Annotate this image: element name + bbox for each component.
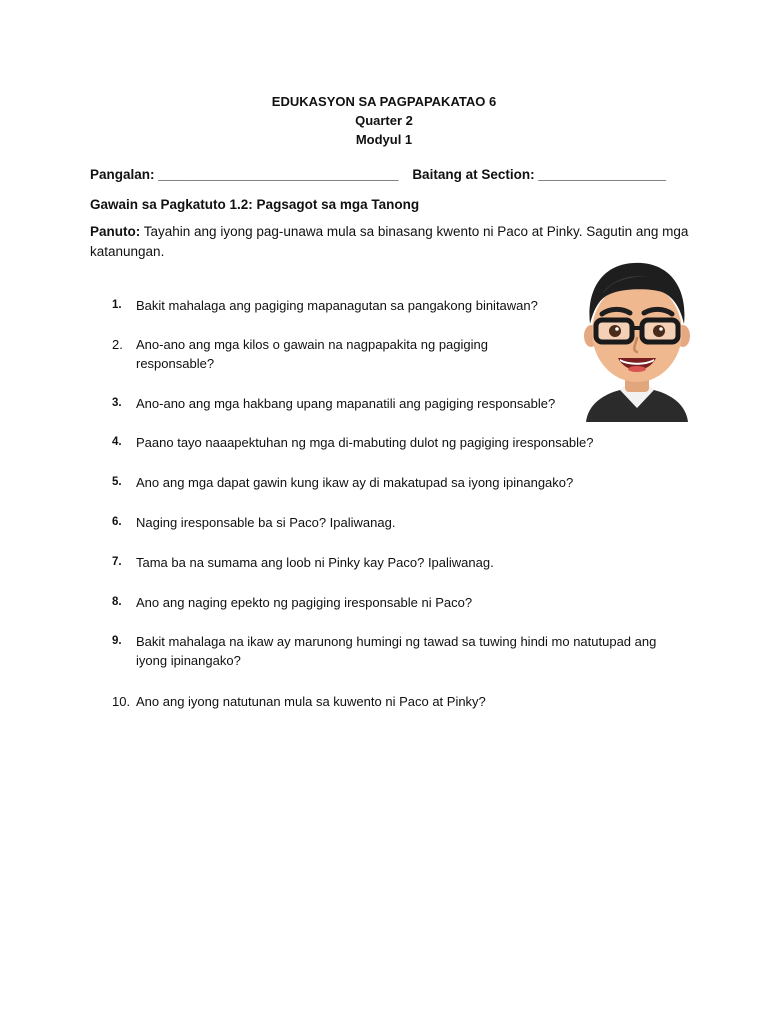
question-item <box>112 473 652 492</box>
question-text: Ano ang mga dapat gawin kung ikaw ay di makatupad sa iyong ipinangako? <box>136 475 574 490</box>
question-text: Ano-ano ang mga hakbang upang mapanatili ang pagiging responsable? <box>136 396 556 411</box>
question-item <box>112 433 652 452</box>
student-info-line <box>90 167 666 182</box>
question-text: Paano tayo naaapektuhan ng mga di-mabuting dulot ng pagiging iresponsable? <box>136 435 594 450</box>
question-item <box>112 335 542 373</box>
section-blank[interactable]: _________________ <box>538 167 666 182</box>
instructions-text: Tayahin ang iyong pag-unawa mula sa binasang kwento ni Paco at Pinky. Sagutin ang mga katanungan. <box>90 224 689 259</box>
question-item <box>112 593 652 612</box>
name-label: Pangalan: <box>90 167 155 182</box>
question-item <box>112 632 672 670</box>
question-number: 8. <box>112 596 122 608</box>
question-item <box>112 513 652 532</box>
question-number: 7. <box>112 556 122 568</box>
question-number: 6. <box>112 516 122 528</box>
question-text: Bakit mahalaga na ikaw ay marunong humingi ng tawad sa tuwing hindi mo natutupad ang iyong ipinangako? <box>136 634 657 668</box>
question-number: 9. <box>112 635 122 647</box>
question-item <box>112 692 672 711</box>
question-text: Bakit mahalaga ang pagiging mapanagutan sa pangakong binitawan? <box>136 298 538 313</box>
question-item <box>112 553 652 572</box>
instructions <box>90 222 690 262</box>
question-number: 2. <box>112 337 123 352</box>
question-text: Ano-ano ang mga kilos o gawain na nagpapakita ng pagiging responsable? <box>136 337 488 371</box>
name-blank[interactable]: ________________________________ <box>158 167 399 182</box>
question-number: 1. <box>112 299 122 311</box>
section-label: Baitang at Section: <box>412 167 535 182</box>
question-item <box>112 296 582 315</box>
module-label: Modyul 1 <box>355 132 413 147</box>
question-text: Ano ang naging epekto ng pagiging iresponsable ni Paco? <box>136 595 473 610</box>
activity-title: Gawain sa Pagkatuto 1.2: Pagsagot sa mga Tanong <box>90 197 420 212</box>
subject-title: EDUKASYON SA PAGPAPAKATAO 6 <box>271 94 497 109</box>
question-number: 10. <box>112 694 131 709</box>
question-number: 4. <box>112 436 122 448</box>
question-text: Tama ba na sumama ang loob ni Pinky kay Paco? Ipaliwanag. <box>136 555 494 570</box>
question-item <box>112 394 592 413</box>
question-text: Naging iresponsable ba si Paco? Ipaliwanag. <box>136 515 396 530</box>
question-number: 5. <box>112 476 122 488</box>
instructions-label: Panuto: <box>90 224 141 239</box>
teacher-avatar-icon <box>580 258 694 422</box>
quarter-label: Quarter 2 <box>355 113 413 128</box>
question-text: Ano ang iyong natutunan mula sa kuwento ni Paco at Pinky? <box>136 694 486 709</box>
question-number: 3. <box>112 397 122 409</box>
